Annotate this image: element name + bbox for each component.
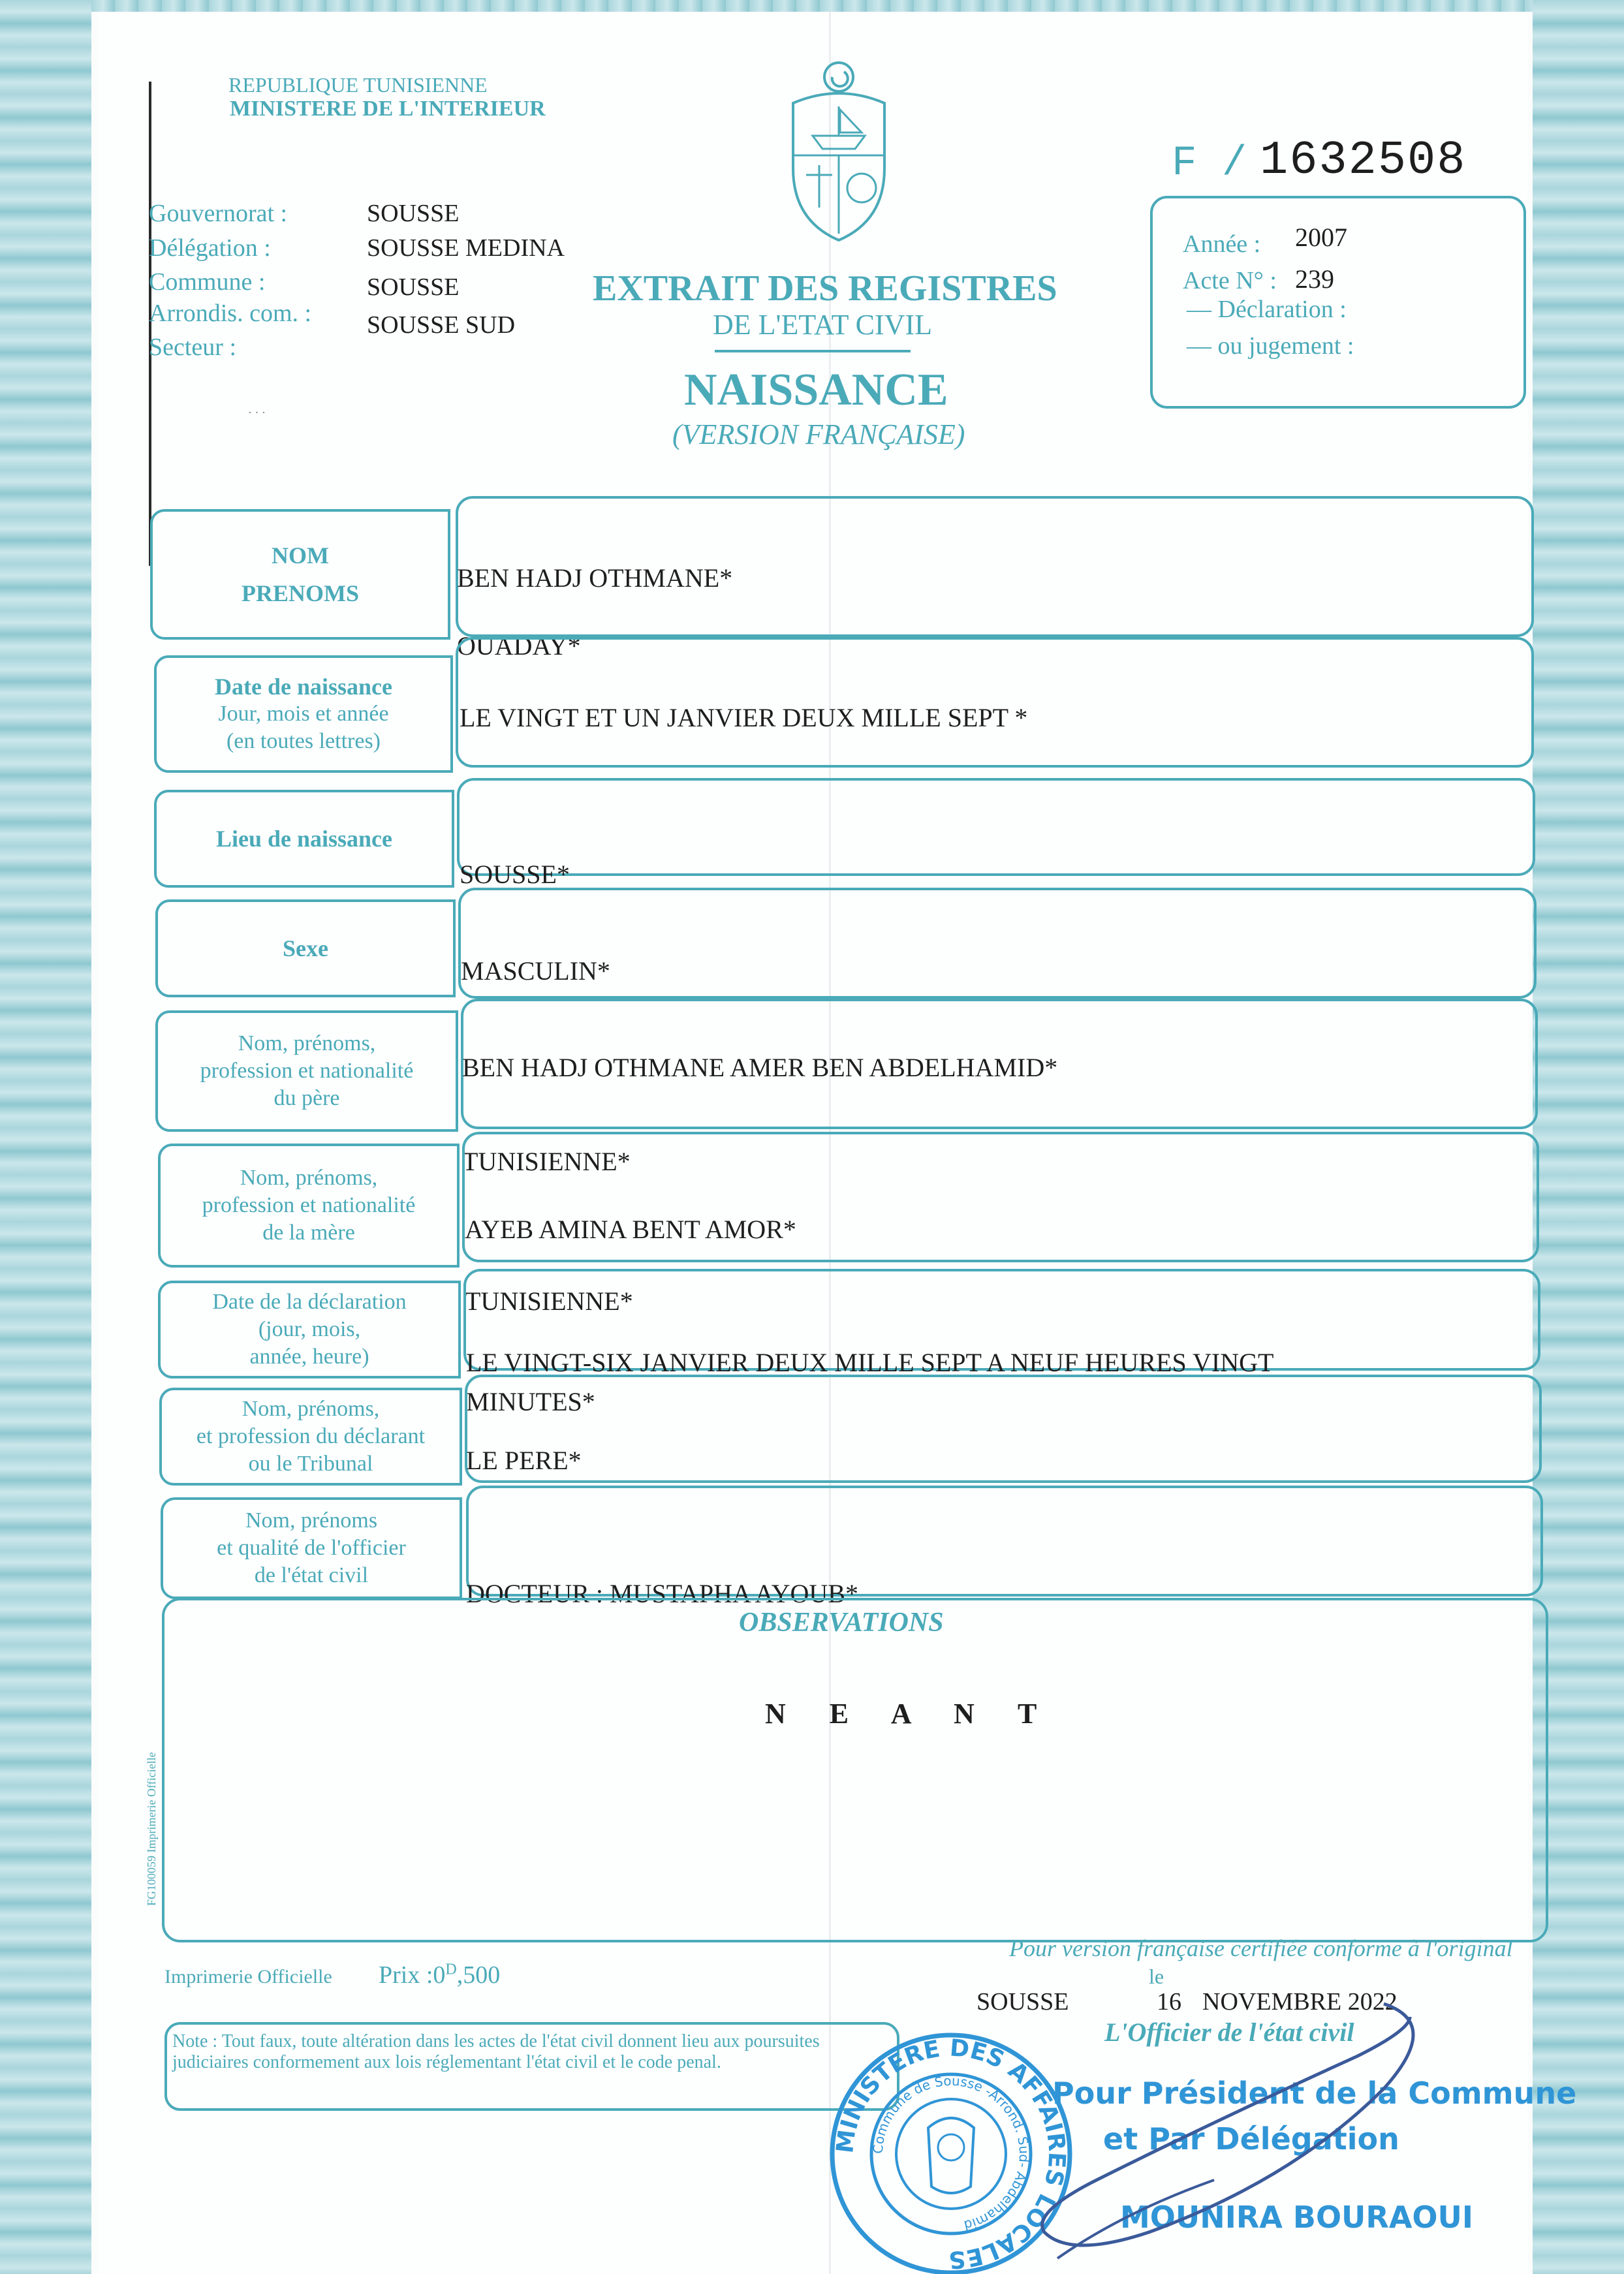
pere-value: BEN HADJ OTHMANE AMER BEN ABDELHAMID* <box>462 1053 1058 1082</box>
mere-label-1: Nom, prénoms, <box>240 1166 378 1190</box>
ministry-label: MINISTERE DE L'INTERIEUR <box>230 97 546 121</box>
legal-note: Note : Tout faux, toute altération dans les actes de l'état civil donnent lieu aux poursuites judiciaires conformement aux lois réglementant l'état civil et le code penal. <box>172 2031 820 2072</box>
title-extrait: EXTRAIT DES REGISTRES <box>593 268 1057 309</box>
sexe-label: Sexe <box>283 935 328 961</box>
stamp-line-name: MOUNIRA BOURAOUI <box>1120 2200 1473 2235</box>
cell-sexe-label <box>155 899 456 997</box>
price-prefix: Prix :0 <box>379 1961 446 1989</box>
serial-prefix: F / <box>1172 140 1247 187</box>
mere-nationalite: TUNISIENNE* <box>465 1286 633 1316</box>
title-underline <box>715 350 911 352</box>
decl-label-2: (jour, mois, <box>258 1317 361 1341</box>
prenoms-value: OUADAY* <box>457 631 581 661</box>
officer-label: L'Officier de l'état civil <box>1104 2017 1354 2047</box>
mere-label-2: profession et nationalité <box>202 1193 416 1217</box>
cell-date-label <box>154 655 453 773</box>
lieu-label: Lieu de naissance <box>215 826 393 852</box>
month-year-value: NOVEMBRE 2022 <box>1202 1988 1398 2016</box>
annee-value: 2007 <box>1295 223 1347 252</box>
arrondissement-value: SOUSSE SUD <box>367 311 516 339</box>
price-label <box>379 1961 500 1989</box>
delegation-value: SOUSSE MEDINA <box>367 234 565 262</box>
acte-value: 239 <box>1295 264 1334 294</box>
handwritten-signature <box>1018 1984 1436 2265</box>
commune-value: SOUSSE <box>367 273 460 301</box>
price-value: ,500 <box>456 1961 501 1989</box>
declaration-label: — Déclaration : <box>1187 296 1347 323</box>
arrondissement-label: Arrondis. com. : <box>149 300 312 327</box>
cell-declarant-label <box>159 1388 462 1486</box>
row-declarant-frame <box>465 1375 1542 1483</box>
le-label: le <box>1149 1965 1164 1988</box>
delegation-label: Délégation : <box>149 234 271 262</box>
lieu-value: SOUSSE* <box>460 860 570 889</box>
secteur-label: Secteur : <box>149 334 237 361</box>
pere-label-2: profession et nationalité <box>200 1059 414 1083</box>
gouvernorat-label: Gouvernorat : <box>149 200 288 227</box>
declarant-label-1: Nom, prénoms, <box>242 1397 380 1421</box>
date-sub1: Jour, mois et année <box>218 702 389 726</box>
gouvernorat-value: SOUSSE <box>367 200 460 227</box>
prenoms-label: PRENOMS <box>242 580 359 606</box>
printer-label: Imprimerie Officielle <box>164 1966 332 1987</box>
pere-label-1: Nom, prénoms, <box>238 1031 376 1055</box>
title-naissance: NAISSANCE <box>684 365 948 415</box>
cell-lieu-label <box>154 790 454 888</box>
declaration-value-1: LE VINGT-SIX JANVIER DEUX MILLE SEPT A NEUF HEURES VINGT <box>466 1348 1274 1377</box>
cell-declaration-label <box>158 1281 461 1378</box>
date-sub2: (en toutes lettres) <box>226 729 381 753</box>
jugement-label: — ou jugement : <box>1187 332 1354 360</box>
republic-label: REPUBLIQUE TUNISIENNE <box>228 73 488 97</box>
cell-mere-label <box>158 1144 460 1268</box>
stamp-line-delegation: et Par Délégation <box>1103 2121 1399 2157</box>
declarant-value: LE PERE* <box>466 1446 582 1475</box>
date-value: LE VINGT ET UN JANVIER DEUX MILLE SEPT * <box>460 703 1028 732</box>
pere-label-3: du père <box>273 1086 340 1110</box>
mere-value: AYEB AMINA BENT AMOR* <box>465 1215 796 1244</box>
cell-officier-label <box>161 1497 462 1599</box>
date-label: Date de naissance <box>215 674 392 700</box>
declaration-value-2: MINUTES* <box>466 1387 595 1416</box>
decorative-border-right <box>1533 0 1624 2274</box>
observations-value: N E A N T <box>765 1698 1055 1730</box>
declarant-label-2: et profession du déclarant <box>196 1424 426 1448</box>
serial-number: 1632508 <box>1260 134 1467 187</box>
row-sexe-frame <box>458 888 1537 999</box>
nom-label: NOM <box>272 542 329 568</box>
stamp-inner-text: Commune de Sousse -Arrond. Sud- Abdelhamid <box>869 2072 1033 2234</box>
cell-nom-label <box>150 509 450 640</box>
stamp-ring-text: MINISTERE DES AFFAIRES LOCALES <box>832 2034 1070 2273</box>
officier-label-1: Nom, prénoms <box>245 1508 378 1533</box>
row-lieu-frame <box>457 778 1535 876</box>
title-etat-civil: DE L'ETAT CIVIL <box>713 309 932 341</box>
officier-label-2: et qualité de l'officier <box>217 1536 406 1560</box>
mere-label-3: de la mère <box>262 1221 355 1245</box>
stamp-emblem-icon <box>928 2118 974 2193</box>
decorative-border-left <box>0 0 91 2274</box>
day-value: 16 <box>1157 1988 1181 2016</box>
officier-value: DOCTEUR : MUSTAPHA AYOUB* <box>466 1579 858 1608</box>
decl-label-3: année, heure) <box>249 1345 369 1369</box>
stamp-line-president: Pour Président de la Commune <box>1052 2076 1577 2111</box>
price-sup: D <box>445 1961 457 1978</box>
title-version: (VERSION FRANÇAISE) <box>672 418 965 450</box>
stray-mark: · · · <box>248 406 266 419</box>
observations-box <box>162 1598 1548 1942</box>
cell-pere-label <box>155 1010 458 1132</box>
coat-of-arms-icon <box>780 57 898 247</box>
sexe-value: MASCULIN* <box>461 956 610 986</box>
pere-nationalite: TUNISIENNE* <box>462 1147 631 1176</box>
acte-label: Acte N° : <box>1183 267 1277 294</box>
declarant-label-3: ou le Tribunal <box>248 1452 373 1476</box>
decorative-border-top <box>91 0 1533 12</box>
officier-label-3: de l'état civil <box>254 1563 369 1587</box>
city-value: SOUSSE <box>976 1988 1069 2016</box>
certified-text: Pour version française certifiée conforme à l'original <box>1009 1935 1513 1961</box>
commune-label: Commune : <box>149 268 266 296</box>
nom-value: BEN HADJ OTHMANE* <box>457 563 733 593</box>
annee-label: Année : <box>1183 230 1261 258</box>
decl-label-1: Date de la déclaration <box>212 1290 407 1314</box>
side-print-code: FG100059 Imprimerie Officielle <box>145 1752 158 1906</box>
observations-title: OBSERVATIONS <box>739 1608 944 1638</box>
